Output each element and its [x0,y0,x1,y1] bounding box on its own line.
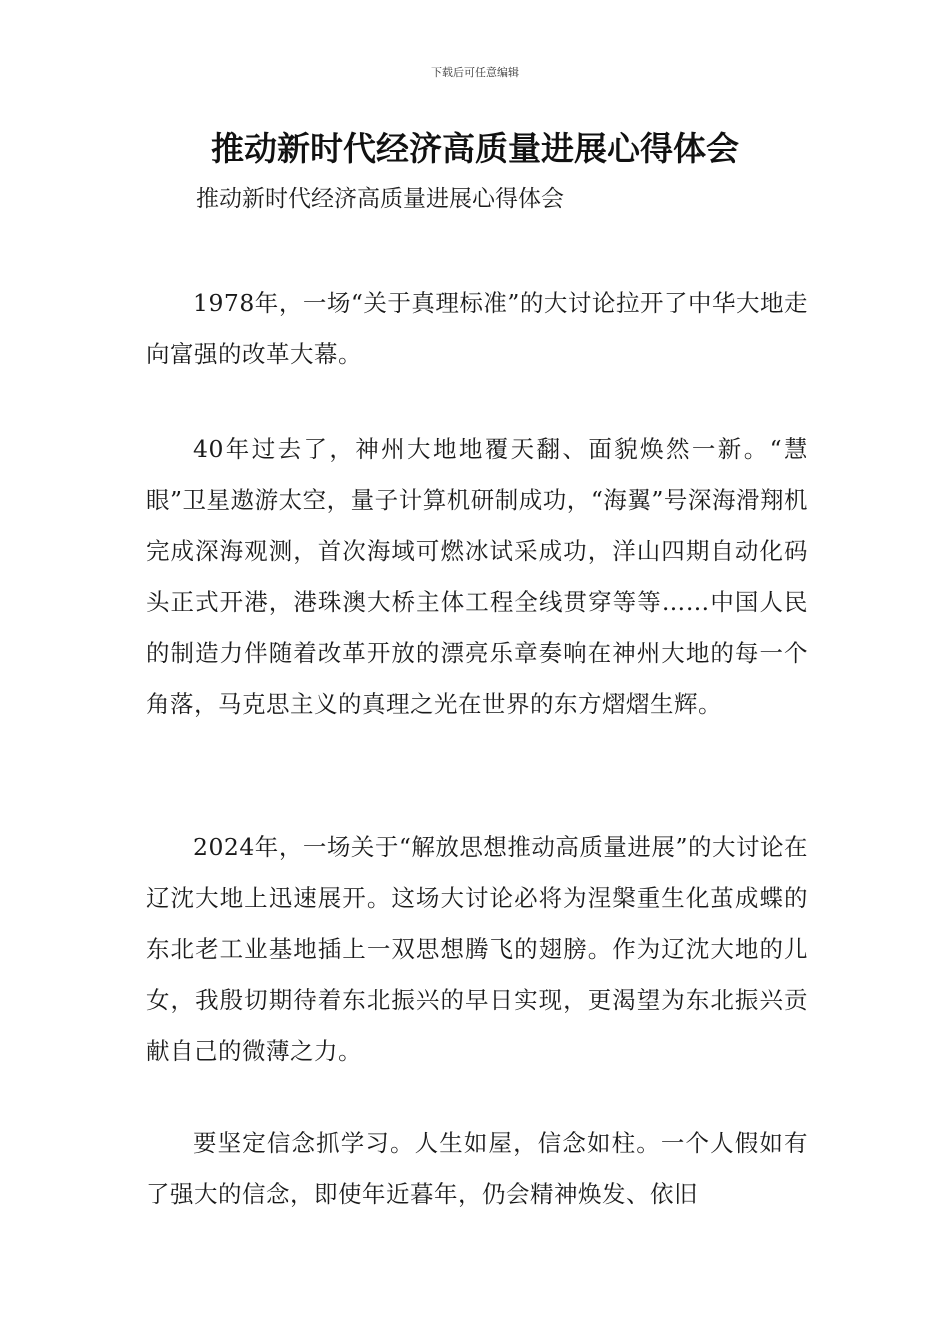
document-subtitle: 推动新时代经济高质量进展心得体会 [196,186,564,212]
paragraph-2: 40年过去了，神州大地地覆天翻、面貌焕然一新。“慧眼”卫星遨游太空，量子计算机研制成功，“海翼”号深海滑翔机完成深海观测，首次海域可燃冰试采成功，洋山四期自动化码头正式开港，港珠澳大桥主体工程全线贯穿等等……中国人民的制造力伴随着改革开放的漂亮乐章奏响在神州大地的每一个角落，马克思主义的真理之光在世界的东方熠熠生辉。 [146,435,808,718]
paragraph-3: 2024年，一场关于“解放思想推动高质量进展”的大讨论在辽沈大地上迅速展开。这场大讨论必将为涅槃重生化茧成蝶的东北老工业基地插上一双思想腾飞的翅膀。作为辽沈大地的儿女，我殷切期待着东北振兴的早日实现，更渴望为东北振兴贡献自己的微薄之力。 [146,833,808,1065]
document-title: 推动新时代经济高质量进展心得体会 [211,129,739,168]
header-note: 下载后可任意编辑 [431,66,519,79]
paragraph-4: 要坚定信念抓学习。人生如屋，信念如柱。一个人假如有了强大的信念，即使年近暮年，仍会精神焕发、依旧 [146,1129,808,1208]
paragraph-1: 1978年，一场“关于真理标准”的大讨论拉开了中华大地走向富强的改革大幕。 [146,289,808,368]
